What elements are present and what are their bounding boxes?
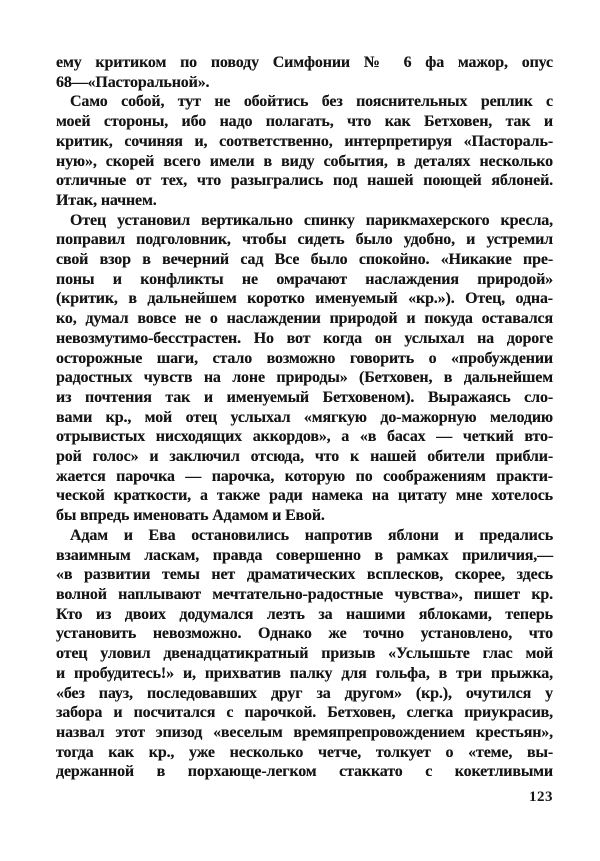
paragraph-1 [56,53,553,92]
text-line: Отец установил вертикально спинку парикмахерского кресла, [70,211,553,229]
text-line: отец уловил двенадцатикратный призыв «Услышьте глас мой [56,645,553,663]
text-line: критик, сочиняя и, соответственно, интерпретируя «Пастораль- [56,132,553,150]
text-line: держанной в порхающе-легком стаккато с кокетливыми [56,763,553,781]
text-line: отличные от тех, что разыгрались под нашей поющей яблоней. [56,172,553,190]
text-line: «без пауз, последовавших друг за другом» (кр.), очутился у [56,684,553,702]
text-line: бы впредь именовать Адамом и Евой. [56,507,325,525]
text-line: ческой краткости, а также ради намека на цитату мне хотелось [56,487,553,505]
paragraph-3 [56,211,553,526]
text-line: Итак, начнем. [56,191,157,209]
paragraph-2 [56,92,553,210]
text-line: установить невозможно. Однако же точно установлено, что [56,625,553,643]
page-body [56,53,553,782]
text-line: и пробудитесь!» и, прихватив палку для гольфа, в три прыжка, [56,664,553,682]
text-line: ко, думал вовсе не о наслаждении природой и покуда оставался [56,310,553,328]
text-line: невозмутимо-бесстрастен. Но вот когда он услыхал на дороге [56,329,553,347]
text-line: 68—«Пасторальной». [56,73,210,91]
text-line: «в развитии темы нет драматических всплесков, скорее, здесь [56,566,553,584]
text-line: отрывистых нисходящих аккордов», а «в басах — четкий вто- [56,428,553,446]
text-line: тогда как кр., уже несколько четче, толкует о «теме, вы- [56,743,553,761]
text-line: ную», скорей всего имели в виду события, в деталях несколько [56,152,553,170]
text-line: Адам и Ева остановились напротив яблони и предались [70,526,553,544]
text-line: ему критиком по поводу Симфонии № 6 фа мажор, опус [56,54,553,71]
text-line: поны и конфликты не омрачают наслаждения природой» [56,270,553,288]
text-line: волной наплывают мечтательно-радостные чувства», пишет кр. [56,585,553,603]
text-line: рой голос» и заключил отсюда, что к нашей обители прибли- [56,448,553,466]
text-line: жается парочка — парочка, которую по соображениям практи- [56,467,553,485]
text-line: взаимным ласкам, правда совершенно в рамках приличия,— [56,546,553,564]
text-line: из почтения так и именуемый Бетховеном). Выражаясь сло- [56,388,553,406]
text-line: радостных чувств на лоне природы» (Бетховен, в дальнейшем [56,369,553,387]
page-number: 123 [529,789,553,805]
text-line: свой взор в вечерний сад Все было спокойно. «Никакие пре- [56,251,553,269]
text-line: вами кр., мой отец услыхал «мягкую до-мажорную мелодию [56,408,553,426]
text-line: поправил подголовник, чтобы сидеть было удобно, и устремил [56,231,553,249]
text-line: осторожные шаги, стало возможно говорить о «пробуждении [56,349,553,367]
text-line: (критик, в дальнейшем коротко именуемый «кр.»). Отец, одна- [56,290,553,308]
text-line: забора и посчитался с парочкой. Бетховен, слегка приукрасив, [56,704,553,722]
text-line: Само собой, тут не обойтись без пояснительных реплик с [70,93,553,111]
text-line: назвал этот эпизод «веселым времяпрепровождением крестьян», [56,723,553,741]
text-line: моей стороны, ибо надо полагать, что как Бетховен, так и [56,113,553,131]
paragraph-4 [56,526,553,782]
text-line: Кто из двоих додумался лезть за нашими яблоками, теперь [56,605,553,623]
